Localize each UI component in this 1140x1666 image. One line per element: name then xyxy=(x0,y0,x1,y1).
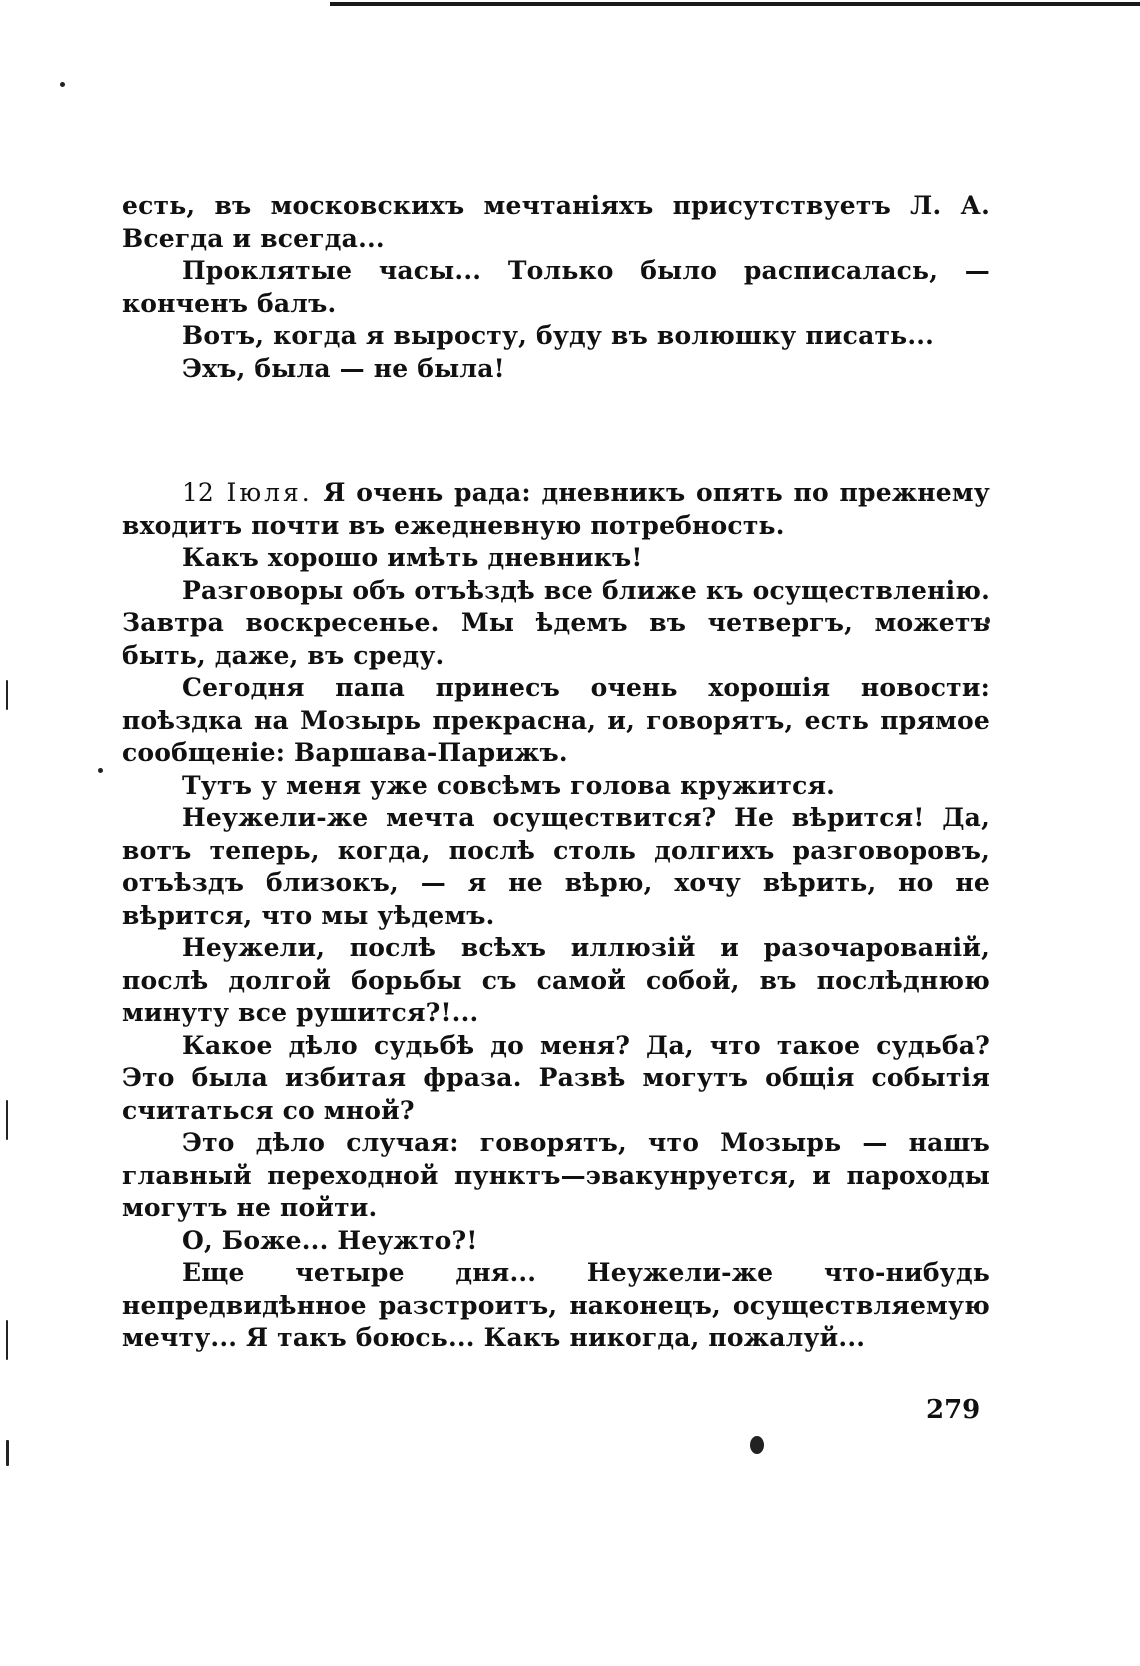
scan-speck xyxy=(6,680,8,710)
paragraph: Какое дѣло судьбѣ до меня? Да, что такое судьба? Это была избитая фраза. Развѣ могутъ общія событія считаться со мной? xyxy=(122,1030,990,1125)
paragraph: Какъ хорошо имѣть дневникъ! xyxy=(182,543,643,572)
paragraph: есть, въ московскихъ мечтаніяхъ присутствуетъ Л. А. Всегда и всегда... xyxy=(122,191,990,253)
entry-opening-text: Я очень рада: дневникъ опять по прежнему входитъ почти въ ежедневную потребность. xyxy=(122,478,991,540)
paragraph: Проклятые часы... Только было расписалась, — конченъ балъ. xyxy=(122,256,990,318)
scan-speck xyxy=(750,1436,764,1454)
entry-date xyxy=(182,478,313,507)
entry-date-month: Іюля. xyxy=(226,478,313,507)
paragraph: Сегодня папа принесъ очень хорошія новости: поѣздка на Мозырь прекрасна, и, говорятъ, есть прямое сообщеніе: Варшава-Парижъ. xyxy=(122,673,990,767)
diary-entry-july-12 xyxy=(122,477,990,1355)
scan-speck xyxy=(98,768,103,773)
paragraph: Вотъ, когда я выросту, буду въ волюшку писать... xyxy=(182,321,935,350)
paragraph: Это дѣло случая: говорятъ, что Мозырь — нашъ главный переходной пунктъ—эвакунруется, и пароходы могутъ не пойти. xyxy=(122,1128,990,1222)
page-number: 279 xyxy=(926,1395,981,1425)
entry-date-day: 12 xyxy=(182,478,214,507)
paragraph: Эхъ, была — не была! xyxy=(182,353,505,383)
paragraph: Неужели, послѣ всѣхъ иллюзій и разочарованій, послѣ долгой борьбы съ самой собой, въ послѣднюю минуту все рушится?!... xyxy=(122,933,990,1027)
scan-speck xyxy=(6,1100,8,1140)
scan-speck xyxy=(6,1440,9,1466)
top-border-rule xyxy=(330,2,1140,6)
scan-speck xyxy=(60,82,65,87)
entry-opening-paragraph xyxy=(122,477,990,542)
paragraph: О, Боже... Неужто?! xyxy=(182,1225,478,1255)
paragraph: Тутъ у меня уже совсѣмъ голова кружится. xyxy=(182,770,836,800)
paragraph: Еще четыре дня... Неужели-же что-нибудь непредвидѣнное разстроитъ, наконецъ, осуществляемую мечту... Я такъ боюсь... Какъ никогда, пожалуй... xyxy=(122,1258,990,1352)
paragraph: Неужели-же мечта осуществится? Не вѣрится! Да, вотъ теперь, когда, послѣ столь долгихъ разговоровъ, отъѣздъ близокъ, — я не вѣрю, хочу вѣрить, но не вѣрится, что мы уѣдемъ. xyxy=(122,803,990,930)
scan-speck xyxy=(6,1320,8,1360)
paragraph: Разговоры объ отъѣздѣ все ближе къ осуществленію. Завтра воскресенье. Мы ѣдемъ въ четвергъ, можетъ быть, даже, въ среду. xyxy=(122,575,990,670)
entry-previous-continued xyxy=(122,190,990,385)
page-body xyxy=(122,190,990,1355)
entry-separator xyxy=(122,385,990,477)
